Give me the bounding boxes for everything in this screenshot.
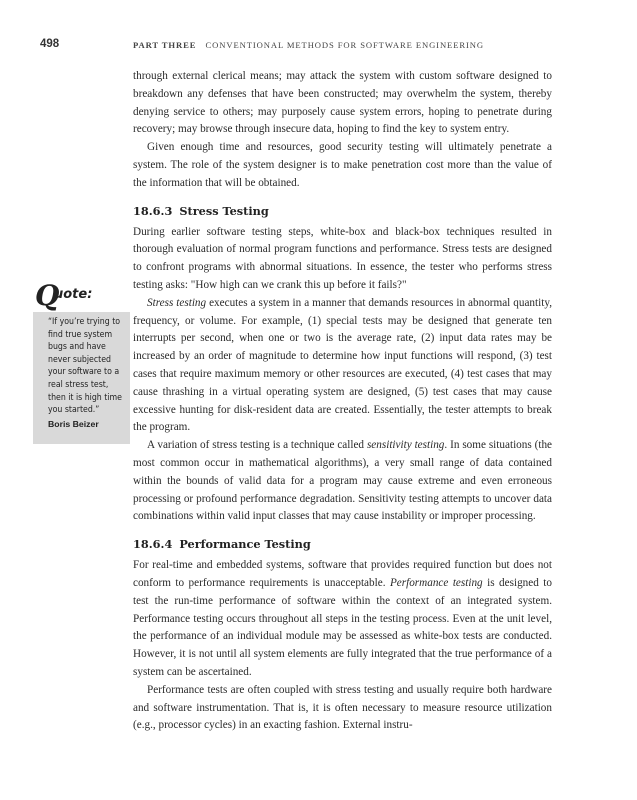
chapter-title: CONVENTIONAL METHODS FOR SOFTWARE ENGINEERING <box>205 40 484 50</box>
paragraph <box>133 295 552 437</box>
page-number: 498 <box>40 38 60 50</box>
section-title: Stress Testing <box>179 203 269 218</box>
part-label: PART THREE <box>133 40 197 50</box>
running-head <box>133 40 484 50</box>
quote-label-text: uote: <box>54 287 93 302</box>
quote-sidebar <box>33 279 130 444</box>
quote-text: “If you’re trying to find true system bugs and have never subjected your software to a real stress test, then it is high time you started.” <box>48 317 122 416</box>
term-performance-testing: Performance testing <box>389 576 483 589</box>
page-header <box>0 38 637 58</box>
term-sensitivity-testing: sensitivity testing <box>366 439 445 452</box>
paragraph: Performance tests are often coupled with stress testing and usually require both hardware and software instrumentation. That is, it is often necessary to measure resource utilization (e.g., processor cycles) in an exacting fashion. External instru- <box>133 683 552 732</box>
quote-initial: Q <box>35 279 60 312</box>
paragraph: through external clerical means; may attack the system with custom software designed to breakdown any defenses that have been constructed; may overwhelm the system, thereby denying service to others; may purposely cause system errors, hoping to penetrate during recovery; may browse through insecure data, hoping to find the key to system entry. <box>133 70 552 136</box>
paragraph-text: A variation of stress testing is a technique called <box>147 439 367 452</box>
section-number: 18.6.3 <box>133 203 173 218</box>
paragraph-text: . In some situations (the most common occur in mathematical algorithms), a very small range of data contained within the bounds of valid data for a program may cause extreme and even erroneous processing or profound performance degradation. Sensitivity testing attempts to uncover data combinations within valid input classes that may cause instability or improper processing. <box>133 439 553 523</box>
paragraph-text: For real-time and embedded systems, software that provides required function but does not conform to performance requirements is unacceptable. <box>133 559 552 589</box>
section-title: Performance Testing <box>179 537 311 552</box>
quote-author: Boris Beizer <box>48 418 99 429</box>
term-stress-testing: Stress testing <box>147 296 207 309</box>
section-number: 18.6.4 <box>133 537 173 552</box>
paragraph-text: is designed to test the run-time performance of software within the context of an integrated system. Performance testing occurs throughout all steps in the testing process. Even at the unit level, the performance of an individual module may be assessed as white-box tests are conducted. However, it is not until all system elements are fully integrated that the true performance of a system can be ascertained. <box>133 576 552 678</box>
paragraph <box>133 557 552 682</box>
paragraph: During earlier software testing steps, white-box and black-box techniques resulted in thorough evaluation of normal program functions and performance. Stress tests are designed to confront programs with abnormal situations. In essence, the tester who performs stress testing asks: "How high can we crank this up before it fails?" <box>133 225 552 291</box>
paragraph-text: executes a system in a manner that demands resources in abnormal quantity, frequency, or volume. For example, (1) special tests may be designed that generate ten interrupts per second, when one or two is the average rate, (2) input data rates may be increased by an order of magnitude to determine how input functions will respond, (3) test cases that require maximum memory or other resources are executed, (4) test cases that may cause thrashing in a virtual operating system are designed, (5) test cases that may cause excessive hunting for disk-resident data are created. Essentially, the tester attempts to break the program. <box>133 296 552 434</box>
quote-label <box>33 279 130 312</box>
paragraph: Given enough time and resources, good security testing will ultimately penetrate a system. The role of the system designer is to make penetration cost more than the value of the information that will be obtained. <box>133 141 552 189</box>
body-text-column <box>133 68 552 735</box>
section-heading-performance-testing <box>133 536 552 552</box>
paragraph <box>133 437 552 526</box>
section-heading-stress-testing <box>133 203 552 219</box>
